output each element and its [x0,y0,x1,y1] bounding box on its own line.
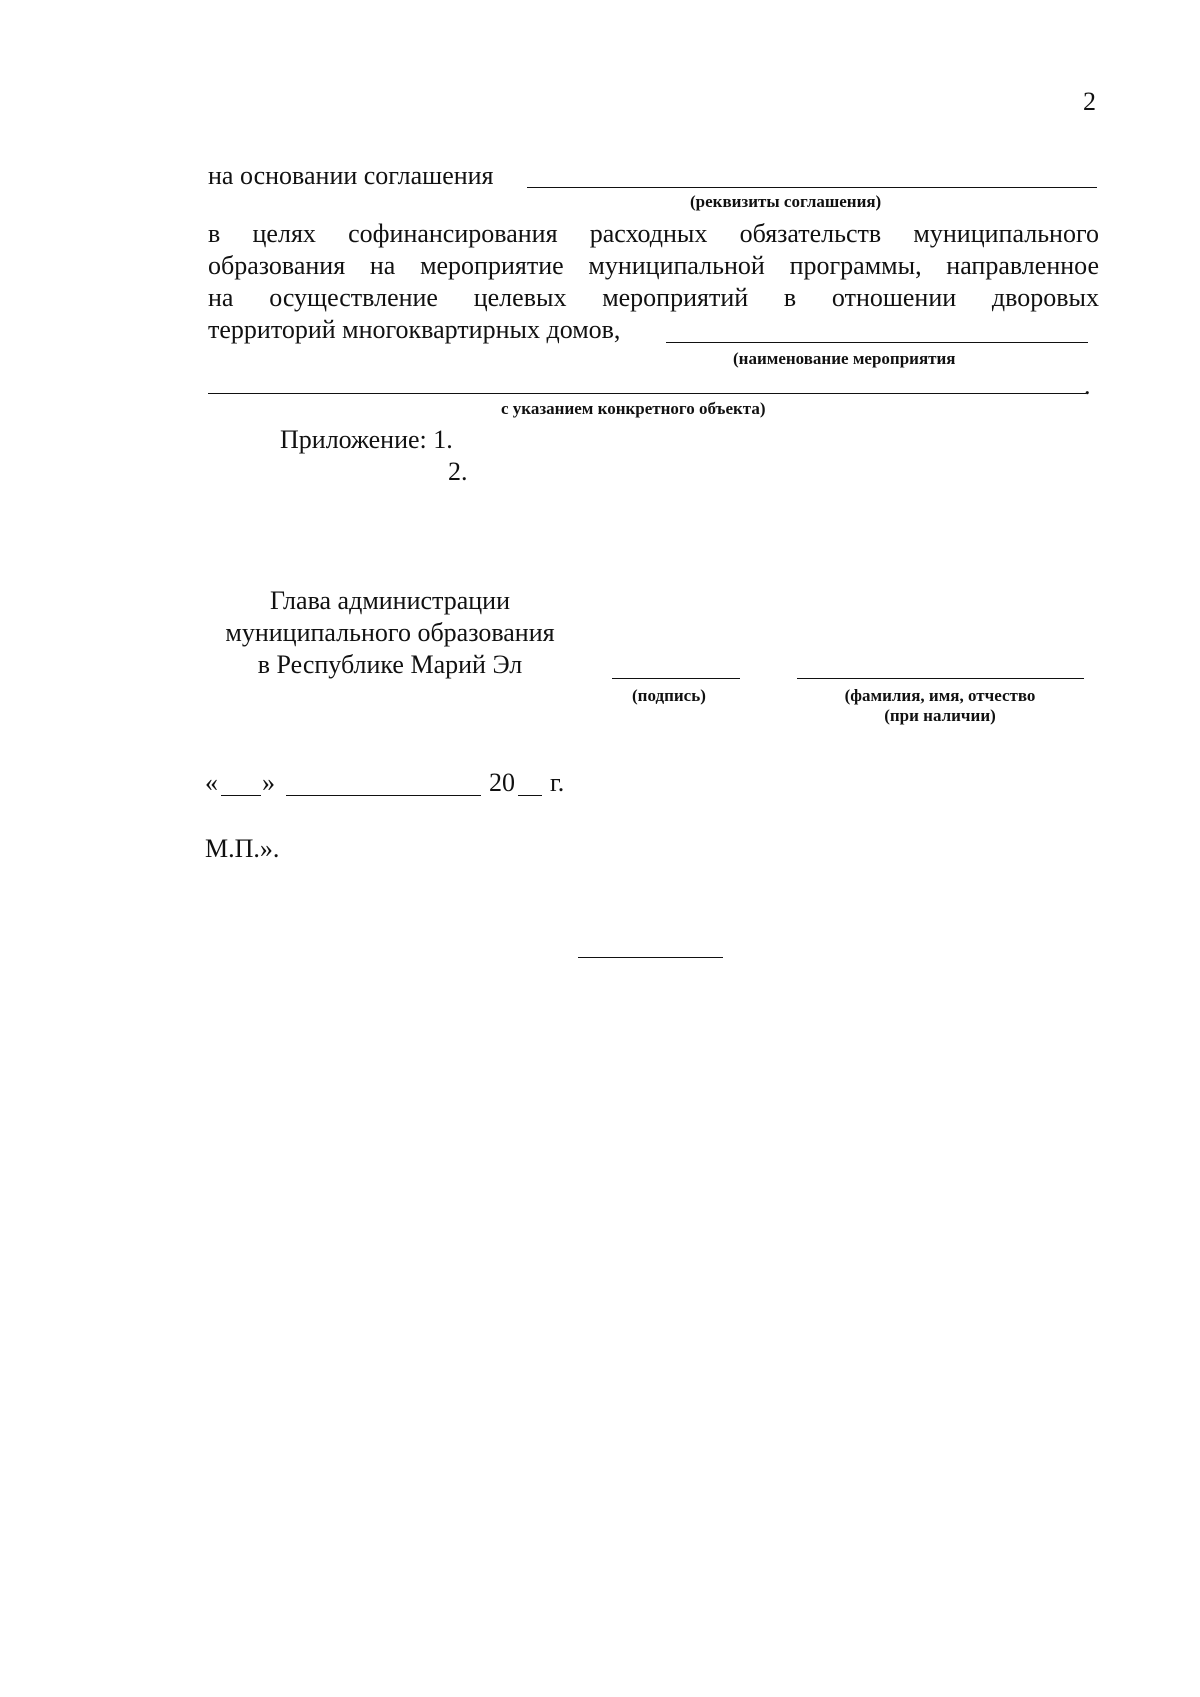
agreement-label: на основании соглашения [208,161,494,190]
date-close-quote: » [262,768,275,797]
purpose-line-2: образования на мероприятие муниципальной программы, направленное [208,251,1099,280]
signatory-line-1: Глава администрации [269,586,511,615]
measure-caption-part1: (наименование мероприятия [733,349,956,368]
signatory-title [204,585,576,681]
attachment-item-2: 2. [448,457,468,486]
measure-object-field [208,393,1086,394]
date-year-prefix: 20 [489,768,515,797]
measure-caption-part2: с указанием конкретного объекта) [501,399,766,418]
date-open-quote: « [205,768,218,797]
signatory-line-3: в Республике Марий Эл [257,650,523,679]
full-name-caption-line-2: (при наличии) [884,706,996,725]
date-day-field [221,795,261,796]
closing-rule [578,957,723,958]
agreement-caption: (реквизиты соглашения) [690,192,882,211]
date-year-suffix: г. [550,768,565,797]
purpose-line-4: территорий многоквартирных домов, [208,315,621,344]
agreement-field [527,187,1097,188]
attachment-label: Приложение: 1. [280,425,453,454]
purpose-line-1: в целях софинансирования расходных обязательств муниципального [208,219,1099,248]
signature-caption: (подпись) [632,686,706,705]
signatory-line-2: муниципального образования [225,618,555,647]
date-year-field [518,795,542,796]
measure-name-field [666,342,1088,343]
full-name-field [797,678,1084,679]
page-number: 2 [1083,87,1096,116]
full-name-caption [820,686,1060,726]
purpose-line-3: на осуществление целевых мероприятий в отношении дворовых [208,283,1099,312]
stamp-mark: М.П.». [205,834,280,863]
date-month-field [286,795,481,796]
measure-end-mark: . [1084,371,1091,400]
signature-field [612,678,740,679]
full-name-caption-line-1: (фамилия, имя, отчество [844,686,1036,705]
